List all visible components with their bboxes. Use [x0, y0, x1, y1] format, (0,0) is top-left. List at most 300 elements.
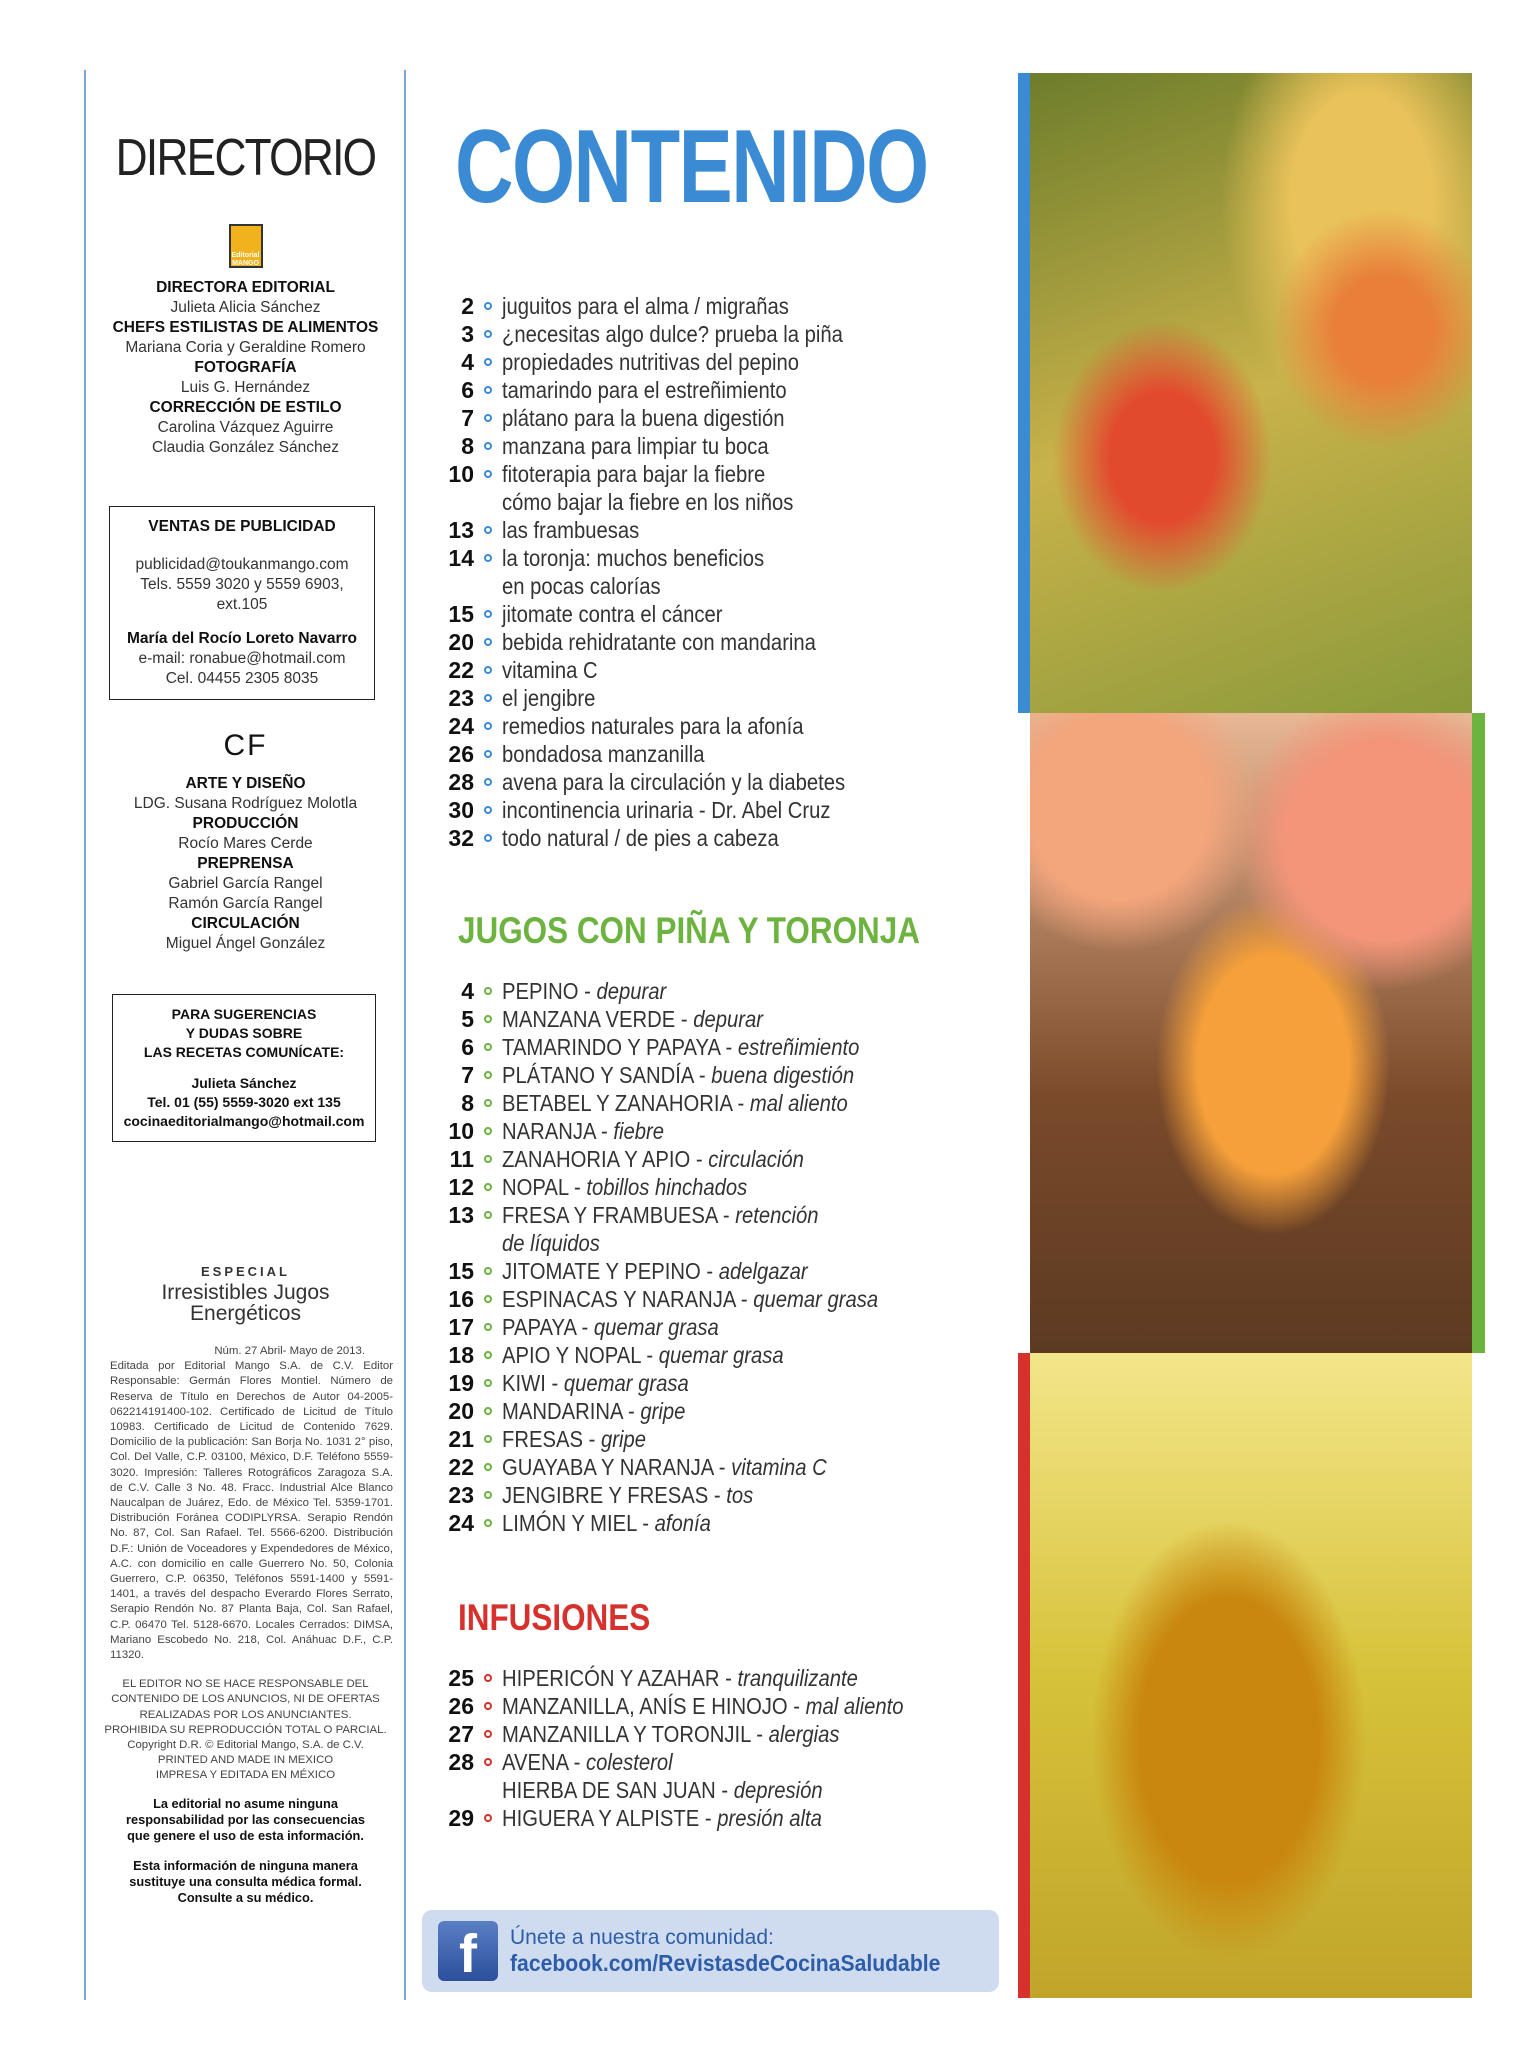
bullet-icon [484, 1519, 492, 1527]
page-number: 22 [448, 1453, 474, 1480]
page-number: 11 [449, 1145, 474, 1172]
toc-text [502, 349, 799, 376]
staff-name: Claudia González Sánchez [152, 439, 339, 456]
page-number: 5 [461, 1005, 474, 1032]
page-number: 8 [461, 1089, 474, 1116]
toc-benefit: colesterol [585, 1748, 673, 1775]
toc-title: JITOMATE Y PEPINO [502, 1257, 701, 1284]
separator: - [545, 1369, 564, 1396]
separator: - [717, 1201, 736, 1228]
page-number: 20 [448, 1397, 474, 1424]
toc-title: MANDARINA [502, 1397, 623, 1424]
toc-title: AVENA [502, 1748, 568, 1775]
toc-item[interactable] [430, 1033, 929, 1061]
toc-text [502, 1805, 822, 1832]
staff-list [88, 278, 403, 458]
toc-title: propiedades nutritivas del pepino [502, 348, 800, 375]
issue-number: Núm. 27 Abril- Mayo de 2013. [214, 1345, 365, 1357]
toc-title: ZANAHORIA Y APIO [502, 1145, 691, 1172]
toc-benefit: quemar grasa [658, 1341, 784, 1368]
toc-text [502, 601, 723, 628]
toc-title: HIERBA DE SAN JUAN [502, 1776, 716, 1803]
toc-item[interactable] [430, 1720, 958, 1748]
toc-item[interactable] [430, 1061, 929, 1089]
toc-text [502, 1286, 878, 1313]
toc-title: en pocas calorías [502, 572, 661, 599]
page-number: 28 [448, 1748, 474, 1775]
toc-text [502, 1174, 747, 1201]
bullet-icon [484, 1127, 492, 1135]
toc-text [502, 1426, 646, 1453]
separator: - [595, 1117, 614, 1144]
toc-title: MANZANA VERDE [502, 1005, 676, 1032]
toc-item[interactable] [430, 1089, 929, 1117]
toc-text [502, 461, 765, 488]
toc-item[interactable] [430, 628, 892, 656]
toc-item[interactable] [430, 1509, 929, 1537]
toc-text [502, 489, 793, 516]
toc-benefit: presión alta [717, 1804, 822, 1831]
page-number: 19 [448, 1369, 474, 1396]
page-number: 24 [448, 1509, 474, 1536]
toc-benefit: quemar grasa [593, 1313, 719, 1340]
separator: - [787, 1692, 806, 1719]
toc-text [502, 1777, 823, 1804]
page-number: 15 [448, 600, 474, 627]
page-number: 27 [448, 1720, 474, 1747]
bullet-icon [484, 834, 492, 842]
separator: - [719, 1033, 738, 1060]
staff-name: Miguel Ángel González [165, 935, 326, 952]
staff-role: PREPRENSA [197, 855, 294, 872]
toc-title: GUAYABA Y NARANJA [502, 1453, 714, 1480]
toc-text [502, 657, 598, 684]
bullet-icon [484, 1071, 492, 1079]
toc-item[interactable] [430, 432, 892, 460]
staff-name: Gabriel García Rangel [168, 875, 323, 892]
bullet-icon [484, 806, 492, 814]
toc-title: juguitos para el alma / migrañas [502, 292, 789, 319]
disclaimer-line: CONTENIDO DE LOS ANUNCIOS, NI DE OFERTAS [111, 1693, 380, 1706]
toc-title: vitamina C [502, 656, 598, 683]
page-number: 23 [448, 684, 474, 711]
toc-text [502, 1202, 818, 1229]
toc-title: todo natural / de pies a cabeza [502, 824, 779, 851]
toc-item[interactable] [430, 656, 892, 684]
special-label: ESPECIAL [200, 1264, 290, 1279]
toc-item[interactable] [430, 600, 892, 628]
toc-item[interactable] [430, 796, 892, 824]
bullet-icon [484, 1491, 492, 1499]
directory-title: DIRECTORIO [115, 129, 376, 187]
toc-item[interactable] [430, 404, 892, 432]
toc-item[interactable] [430, 376, 892, 404]
bullet-icon [484, 666, 492, 674]
infusions-heading: INFUSIONES [458, 1597, 651, 1638]
toc-text [502, 797, 831, 824]
bullet-icon [484, 442, 492, 450]
separator: - [622, 1397, 641, 1424]
page-number: 16 [448, 1285, 474, 1312]
page-number: 29 [448, 1804, 474, 1831]
page-number: 6 [461, 376, 474, 403]
photo-fruit-smoothie [1030, 73, 1472, 713]
toc-text [502, 1034, 859, 1061]
page-number: 10 [448, 460, 474, 487]
page-number: 4 [461, 977, 474, 1004]
bullet-icon [484, 1351, 492, 1359]
ads-contact-cel: Cel. 04455 2305 8035 [165, 670, 319, 687]
page-number: 32 [448, 824, 474, 851]
toc-item[interactable] [430, 1005, 929, 1033]
disclaimer-line: PROHIBIDA SU REPRODUCCIÓN TOTAL O PARCIAL. [104, 1723, 387, 1736]
juices-heading: JUGOS CON PIÑA Y TORONJA [458, 910, 920, 951]
staff-name: LDG. Susana Rodríguez Molotla [133, 795, 358, 812]
separator: - [568, 1748, 586, 1775]
page-number: 14 [448, 544, 474, 571]
toc-item[interactable] [430, 824, 892, 852]
toc-title: FRESAS [502, 1425, 583, 1452]
toc-benefit: buena digestión [711, 1061, 855, 1088]
facebook-banner[interactable] [422, 1910, 999, 1992]
separator: - [640, 1341, 659, 1368]
toc-text [502, 713, 804, 740]
toc-benefit: afonía [654, 1509, 711, 1536]
separator: - [636, 1509, 655, 1536]
bullet-icon [484, 1758, 492, 1766]
disclaimer-line: IMPRESA Y EDITADA EN MÉXICO [155, 1769, 336, 1782]
toc-benefit: quemar grasa [753, 1285, 879, 1312]
toc-text [502, 433, 769, 460]
bullet-icon [484, 330, 492, 338]
toc-benefit: gripe [640, 1397, 686, 1424]
facebook-icon: f [438, 1921, 498, 1981]
staff-role: PRODUCCIÓN [192, 815, 299, 832]
toc-text [502, 1146, 804, 1173]
staff-name: Mariana Coria y Geraldine Romero [125, 339, 366, 356]
toc-item[interactable] [430, 1229, 929, 1257]
staff-name: Carolina Vázquez Aguirre [157, 419, 334, 436]
page-number: 22 [448, 656, 474, 683]
toc-item[interactable] [430, 460, 892, 488]
toc-benefit: mal aliento [749, 1089, 848, 1116]
page-number: 8 [461, 432, 474, 459]
disclaimer-line: PRINTED AND MADE IN MEXICO [157, 1754, 334, 1767]
toc-item[interactable] [430, 684, 892, 712]
page-number: 17 [448, 1313, 474, 1340]
toc-item[interactable] [430, 1341, 929, 1369]
page-number: 3 [461, 320, 474, 347]
toc-item[interactable] [430, 1692, 958, 1720]
page-number: 15 [448, 1257, 474, 1284]
toc-title: LIMÓN Y MIEL [502, 1509, 637, 1536]
separator: - [708, 1481, 727, 1508]
bullet-icon [484, 694, 492, 702]
toc-text [502, 1314, 719, 1341]
suggest-line: Y DUDAS SOBRE [185, 1025, 303, 1041]
page-number: 6 [461, 1033, 474, 1060]
toc-item[interactable] [430, 740, 892, 768]
separator: - [578, 977, 597, 1004]
separator: - [735, 1285, 754, 1312]
separator: - [690, 1145, 709, 1172]
page-number: 7 [461, 1061, 474, 1088]
bullet-icon [484, 414, 492, 422]
content-column [455, 109, 995, 225]
separator: - [582, 1425, 601, 1452]
toc-item[interactable] [430, 1776, 958, 1804]
staff-name: Ramón García Rangel [168, 895, 323, 912]
toc-benefit: quemar grasa [563, 1369, 689, 1396]
page-number: 4 [461, 348, 474, 375]
page-number: 2 [461, 292, 474, 319]
toc-benefit: gripe [600, 1425, 647, 1452]
toc-item[interactable] [430, 1201, 929, 1229]
bullet-icon [484, 1295, 492, 1303]
blue-accent-bar [1018, 73, 1030, 713]
toc-title: MANZANILLA, ANÍS E HINOJO [502, 1692, 788, 1719]
bullet-icon [484, 1015, 492, 1023]
disclaimer-line: Copyright D.R. © Editorial Mango, S.A. de C.V. [127, 1739, 364, 1752]
toc-title: plátano para la buena digestión [502, 404, 785, 431]
page-number: 7 [461, 404, 474, 431]
toc-item[interactable] [430, 1145, 929, 1173]
toc-text [502, 1749, 673, 1776]
bullet-icon [484, 470, 492, 478]
toc-benefit: fiebre [613, 1117, 665, 1144]
left-divider [84, 70, 86, 2000]
toc-benefit: adelgazar [718, 1257, 808, 1284]
cf-logo: CF [223, 729, 268, 762]
toc-item[interactable] [430, 977, 929, 1005]
bullet-icon [484, 1099, 492, 1107]
bullet-icon [484, 386, 492, 394]
toc-item[interactable] [430, 292, 892, 320]
separator: - [713, 1453, 732, 1480]
photo-herbal-tea [1030, 1353, 1472, 1998]
toc-title: bondadosa manzanilla [502, 740, 705, 767]
special-title-1: Irresistibles Jugos [161, 1281, 330, 1304]
toc-title: remedios naturales para la afonía [502, 712, 804, 739]
toc-item[interactable] [430, 1453, 929, 1481]
toc-benefit: de líquidos [502, 1229, 600, 1256]
separator: - [700, 1257, 719, 1284]
toc-title: tamarindo para el estreñimiento [502, 376, 787, 403]
suggest-tel: Tel. 01 (55) 5559-3020 ext 135 [147, 1094, 341, 1110]
toc-item[interactable] [430, 1664, 958, 1692]
green-accent-bar [1472, 713, 1485, 1353]
special-title-2: Energéticos [190, 1302, 301, 1325]
page-number: 23 [448, 1481, 474, 1508]
toc-benefit: estreñimiento [737, 1033, 860, 1060]
toc-text [502, 293, 789, 320]
bullet-icon [484, 1674, 492, 1682]
bullet-icon [484, 1211, 492, 1219]
toc-title: bebida rehidratante con mandarina [502, 628, 816, 655]
page-number: 18 [448, 1341, 474, 1368]
toc-item[interactable] [430, 348, 892, 376]
toc-text [502, 741, 705, 768]
ads-box [109, 506, 375, 700]
ads-title: VENTAS DE PUBLICIDAD [148, 518, 336, 535]
separator: - [699, 1804, 718, 1831]
staff-role: FOTOGRAFÍA [194, 359, 297, 376]
toc-title: JENGIBRE Y FRESAS [502, 1481, 709, 1508]
toc-text [502, 1398, 685, 1425]
toc-benefit: alergias [768, 1720, 840, 1747]
bullet-icon [484, 302, 492, 310]
toc-item[interactable] [430, 712, 892, 740]
page-number: 21 [448, 1425, 474, 1452]
toc-title: FRESA Y FRAMBUESA [502, 1201, 718, 1228]
toc-title: el jengibre [502, 684, 596, 711]
suggest-email: cocinaeditorialmango@hotmail.com [123, 1113, 365, 1129]
toc-title: la toronja: muchos beneficios [502, 544, 765, 571]
bullet-icon [484, 1155, 492, 1163]
staff-list-2 [88, 774, 403, 954]
bullet-icon [484, 610, 492, 618]
toc-title: incontinencia urinaria - Dr. Abel Cruz [502, 796, 831, 823]
toc-benefit: depresión [733, 1776, 823, 1803]
staff-role: DIRECTORA EDITORIAL [156, 279, 335, 296]
page-number: 25 [448, 1664, 474, 1691]
toc-benefit: depurar [693, 1005, 763, 1032]
bullet-icon [484, 638, 492, 646]
toc-item[interactable] [430, 1748, 958, 1776]
toc-item[interactable] [430, 1173, 929, 1201]
bullet-icon [484, 1730, 492, 1738]
juices-list [430, 977, 929, 1537]
toc-text [502, 1665, 858, 1692]
toc-text [502, 1370, 689, 1397]
disclaimer-line: REALIZADAS POR LOS ANUNCIANTES. [139, 1708, 352, 1721]
page-number: 13 [448, 1201, 474, 1228]
toc-item[interactable] [430, 488, 892, 516]
toc-benefit: mal aliento [805, 1692, 904, 1719]
toc-item[interactable] [430, 1257, 929, 1285]
content-title: CONTENIDO [455, 109, 928, 225]
separator: - [575, 1313, 594, 1340]
toc-item[interactable] [430, 1804, 958, 1832]
page-number: 10 [448, 1117, 474, 1144]
toc-benefit: vitamina C [731, 1453, 827, 1480]
legal-text: Editada por Editorial Mango S.A. de C.V. Editor Responsable: Germán Flores Montiel. Número de Reserva de Título en Derechos de Autor 04-2005-062214191400-102. Certificado de Licitud de Título 10983. Certificado de Licitud de Contenido 7629. Domicilio de la publicación: San Borja No. 1031 2° piso, Col. Del Valle, C.P. 03100, México, D.F. Teléfono 5559-3020. Impresión: Talleres Rotográficos Zaragoza S.A. de C.V. Calle 3 No. 48. Fracc. Industrial Alce Blanco Naucalpan de Juárez, Edo. de México Tel. 5359-1701. Distribución Foránea CODIPLYRSA. Serapio Rendón No. 87, Col. San Rafael. Tel. 5566-6200. Distribución D.F.: Unión de Voceadores y Expendedores de México, A.C. con domicilio en calle Guerrero No. 50, Colonia Guerrero, C.P. 06350, Teléfonos 5591-1400 y 5591-1401, a través del despacho Everardo Flores Serrato, Serapio Rendón No. 87 Planta Baja, Col. San Rafael, C.P. 06470 Tel. 5128-6670. Locales Cerrados: DIMSA, Mariano Escobedo No. 218, Col. Anáhuac D.F., C.P. 11320. [110, 1360, 393, 1662]
toc-title: BETABEL Y ZANAHORIA [502, 1089, 732, 1116]
toc-item[interactable] [430, 1481, 929, 1509]
photo-grapefruit-juice [1030, 713, 1472, 1353]
toc-text [502, 1062, 854, 1089]
staff-role: CORRECCIÓN DE ESTILO [149, 399, 342, 416]
bullet-icon [484, 554, 492, 562]
toc-title: NOPAL [502, 1173, 569, 1200]
toc-text [502, 1258, 808, 1285]
separator: - [750, 1720, 769, 1747]
toc-title: TAMARINDO Y PAPAYA [502, 1033, 720, 1060]
toc-item[interactable] [430, 320, 892, 348]
toc-title: PEPINO [502, 977, 579, 1004]
staff-name: Julieta Alicia Sánchez [170, 299, 321, 316]
toc-text [502, 1342, 784, 1369]
toc-title: PAPAYA [502, 1313, 576, 1340]
toc-text [502, 1006, 763, 1033]
toc-item[interactable] [430, 768, 892, 796]
toc-item[interactable] [430, 1425, 929, 1453]
toc-text [502, 1230, 600, 1257]
separator: - [675, 1005, 694, 1032]
facebook-link[interactable]: facebook.com/RevistasdeCocinaSaludable [510, 1949, 941, 1976]
disclaimer-line: EL EDITOR NO SE HACE RESPONSABLE DEL [122, 1678, 369, 1691]
disclaimer-caps [88, 1677, 403, 1783]
toc-text [502, 825, 779, 852]
suggestions-box [112, 994, 376, 1142]
bullet-icon [484, 750, 492, 758]
page-number: 20 [448, 628, 474, 655]
toc-text [502, 1693, 904, 1720]
directory-column [88, 130, 403, 1906]
separator: - [715, 1776, 734, 1803]
page-number: 13 [448, 516, 474, 543]
toc-item[interactable] [430, 516, 892, 544]
bullet-icon [484, 1267, 492, 1275]
toc-item[interactable] [430, 1313, 929, 1341]
toc-benefit: retención [735, 1201, 819, 1228]
toc-text [502, 377, 787, 404]
bullet-icon [484, 358, 492, 366]
red-accent-bar [1018, 1353, 1030, 1998]
staff-name: Rocío Mares Cerde [178, 835, 313, 852]
bullet-icon [484, 778, 492, 786]
ads-contact-email: e-mail: ronabue@hotmail.com [138, 650, 346, 667]
bullet-icon [484, 1435, 492, 1443]
infusions-list [430, 1664, 958, 1832]
toc-benefit: circulación [708, 1145, 804, 1172]
toc-item[interactable] [430, 1369, 929, 1397]
suggest-name: Julieta Sánchez [191, 1075, 297, 1091]
toc-text [502, 685, 595, 712]
separator: - [693, 1061, 712, 1088]
toc-item[interactable] [430, 1117, 929, 1145]
toc-item[interactable] [430, 572, 892, 600]
toc-item[interactable] [430, 544, 892, 572]
staff-role: CIRCULACIÓN [191, 915, 300, 932]
bullet-icon [484, 1379, 492, 1387]
toc-text [502, 1482, 753, 1509]
toc-benefit: tos [726, 1481, 754, 1508]
toc-item[interactable] [430, 1285, 929, 1313]
bullet-icon [484, 1702, 492, 1710]
toc-title: avena para la circulación y la diabetes [502, 768, 846, 795]
toc-title: manzana para limpiar tu boca [502, 432, 769, 459]
column-divider [404, 70, 406, 2000]
separator: - [719, 1664, 738, 1691]
bullet-icon [484, 1463, 492, 1471]
toc-title: PLÁTANO Y SANDÍA [502, 1061, 694, 1088]
toc-text [502, 405, 784, 432]
toc-item[interactable] [430, 1397, 929, 1425]
toc-text [502, 629, 816, 656]
staff-role: ARTE Y DISEÑO [185, 775, 306, 792]
bullet-icon [484, 1043, 492, 1051]
toc-text [502, 573, 661, 600]
page-number: 30 [448, 796, 474, 823]
ads-email: publicidad@toukanmango.com [135, 556, 349, 573]
page-number: 12 [448, 1173, 474, 1200]
staff-role: CHEFS ESTILISTAS DE ALIMENTOS [112, 319, 379, 336]
bullet-icon [484, 987, 492, 995]
toc-title: ESPINACAS Y NARANJA [502, 1285, 736, 1312]
toc-title: las frambuesas [502, 516, 640, 543]
bullet-icon [484, 526, 492, 534]
